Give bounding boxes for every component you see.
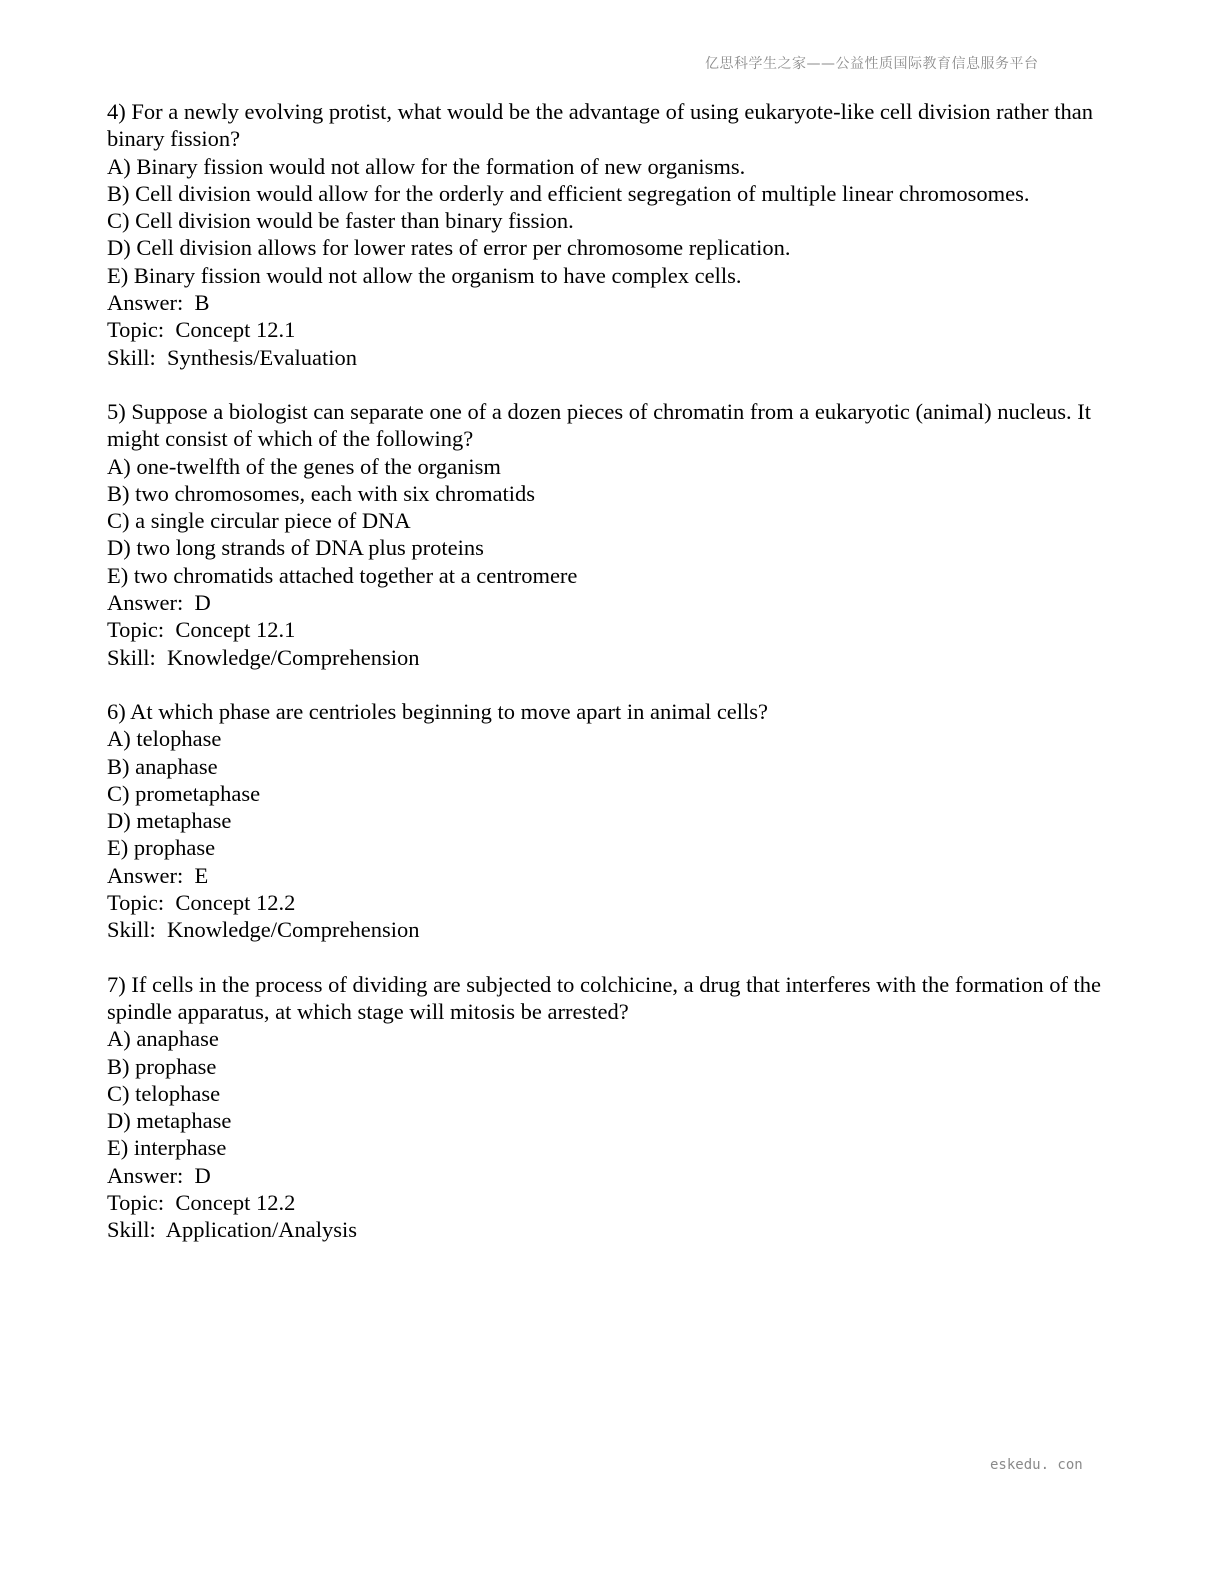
question-list	[107, 98, 1117, 1271]
question-6	[107, 698, 1117, 944]
topic: Topic: Concept 12.2	[107, 1189, 296, 1215]
topic: Topic: Concept 12.1	[107, 617, 296, 643]
answer: Answer: E	[107, 862, 209, 888]
answer: Answer: D	[107, 1162, 211, 1188]
skill: Skill: Knowledge/Comprehension	[107, 644, 420, 670]
question-4	[107, 98, 1117, 371]
skill: Skill: Application/Analysis	[107, 1217, 358, 1243]
page-footer: eskedu. con	[990, 1457, 1083, 1473]
option-b: B) two chromosomes, each with six chromatids	[107, 480, 536, 506]
question-5	[107, 398, 1117, 671]
question-stem: 7) If cells in the process of dividing are subjected to colchicine, a drug that interferes with the formation of the spindle apparatus, at which stage will mitosis be arrested?	[107, 971, 1107, 1024]
option-d: D) Cell division allows for lower rates of error per chromosome replication.	[107, 235, 791, 261]
topic: Topic: Concept 12.2	[107, 890, 296, 916]
question-stem: 6) At which phase are centrioles beginning to move apart in animal cells?	[107, 698, 769, 724]
option-e: E) Binary fission would not allow the organism to have complex cells.	[107, 262, 742, 288]
option-a: A) one-twelfth of the genes of the organism	[107, 453, 501, 479]
question-stem: 4) For a newly evolving protist, what would be the advantage of using eukaryote-like cell division rather than binary fission?	[107, 99, 1099, 152]
answer: Answer: B	[107, 290, 210, 316]
option-e: E) interphase	[107, 1135, 227, 1161]
skill: Skill: Synthesis/Evaluation	[107, 344, 358, 370]
option-c: C) prometaphase	[107, 780, 261, 806]
option-a: A) telophase	[107, 726, 222, 752]
option-a: A) Binary fission would not allow for the formation of new organisms.	[107, 153, 746, 179]
option-b: B) anaphase	[107, 753, 218, 779]
page-header: 亿思科学生之家——公益性质国际教育信息服务平台	[705, 56, 1039, 72]
option-d: D) metaphase	[107, 1108, 232, 1134]
option-b: B) Cell division would allow for the orderly and efficient segregation of multiple linear chromosomes.	[107, 180, 1030, 206]
option-e: E) two chromatids attached together at a centromere	[107, 562, 578, 588]
option-a: A) anaphase	[107, 1026, 219, 1052]
option-d: D) metaphase	[107, 808, 232, 834]
option-c: C) Cell division would be faster than binary fission.	[107, 208, 574, 234]
option-c: C) a single circular piece of DNA	[107, 508, 411, 534]
topic: Topic: Concept 12.1	[107, 317, 296, 343]
question-7	[107, 971, 1117, 1244]
question-stem: 5) Suppose a biologist can separate one of a dozen pieces of chromatin from a eukaryotic (animal) nucleus. It might consist of which of the following?	[107, 398, 1097, 452]
skill: Skill: Knowledge/Comprehension	[107, 917, 420, 943]
option-c: C) telophase	[107, 1080, 221, 1106]
option-e: E) prophase	[107, 835, 216, 861]
option-b: B) prophase	[107, 1053, 217, 1079]
answer: Answer: D	[107, 590, 211, 616]
option-d: D) two long strands of DNA plus proteins	[107, 535, 484, 561]
